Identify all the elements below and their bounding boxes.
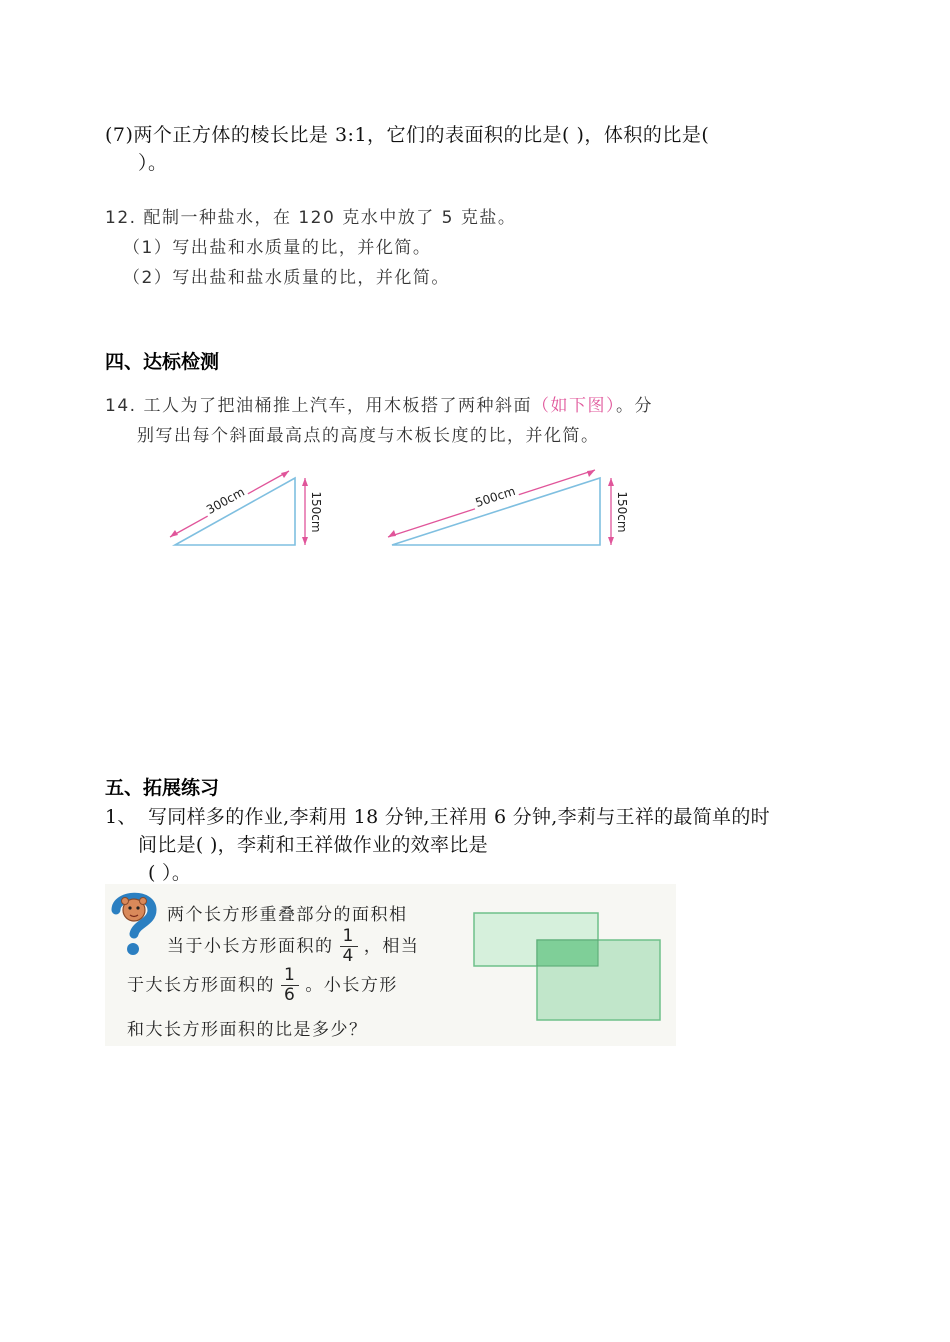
- overlap-region: [537, 940, 598, 966]
- fraction-one-quarter: [340, 928, 358, 965]
- question-mark-mascot-icon: [106, 888, 162, 958]
- q1-line1: 写同样多的作业,李莉用 18 分钟,王祥用 6 分钟,李莉与王祥的最简单的时: [148, 806, 770, 828]
- ramp-2-length-label: 500cm: [473, 483, 518, 510]
- q14-suffix: 。分: [615, 396, 653, 416]
- box-line3-text-a: 于大长方形面积的: [127, 975, 275, 996]
- ramp-2-arrow-top: [608, 478, 614, 486]
- ramp-2-arrow-bottom: [608, 537, 614, 545]
- section5-heading: 五、拓展练习: [105, 777, 220, 799]
- q12-part1: （1）写出盐和水质量的比，并化简。: [123, 238, 432, 258]
- overlapping-rectangles-figure: [470, 910, 666, 1024]
- ramps-figure: [160, 460, 630, 555]
- q14-line2: 别写出每个斜面最高点的高度与木板长度的比，并化简。: [137, 426, 600, 446]
- ramp-2-height-label: 150cm: [615, 491, 629, 533]
- box-line2-text-b: ，相当: [363, 936, 420, 957]
- ramp-1-arrow-top: [302, 478, 308, 486]
- ramp-1: [170, 471, 323, 545]
- box-line2: [167, 928, 419, 965]
- q1-number: 1、: [105, 806, 137, 828]
- q14-figure-ref: （如下图）: [531, 396, 616, 416]
- section4-heading: 四、达标检测: [105, 351, 220, 373]
- q14-line1: [105, 391, 653, 416]
- box-line3-text-b: 。小长方形: [305, 975, 398, 996]
- ramp-1-length-label: 300cm: [204, 484, 247, 517]
- ramp-2-arrow-right: [587, 470, 595, 477]
- fraction-one-sixth: [281, 967, 299, 1004]
- q14-prefix: 14. 工人为了把油桶推上汽车，用木板搭了两种斜面: [105, 396, 532, 416]
- box-line4: 和大长方形面积的比是多少？: [127, 1020, 368, 1040]
- q7-line2: ）。: [138, 152, 168, 174]
- box-line1: 两个长方形重叠部分的面积相: [167, 905, 408, 925]
- q7-line1: (7)两个正方体的棱长比是 3:1，它们的表面积的比是( )，体积的比是(: [105, 124, 710, 146]
- q12-part2: （2）写出盐和盐水质量的比，并化简。: [123, 268, 450, 288]
- fraction-2-numerator: 1: [281, 967, 299, 986]
- ramp-1-height-label: 150cm: [309, 491, 323, 533]
- fraction-1-numerator: 1: [340, 928, 358, 947]
- ramp-2: [388, 470, 629, 545]
- ramp-1-arrow-right: [281, 471, 289, 478]
- fraction-2-denominator: 6: [284, 985, 297, 1005]
- q1-line2: 间比是( )，李莉和王祥做作业的效率比是: [138, 834, 488, 856]
- box-line2-text-a: 当于小长方形面积的: [167, 936, 334, 957]
- fraction-1-denominator: 4: [342, 946, 355, 966]
- ramp-1-arrow-bottom: [302, 537, 308, 545]
- ramp-1-arrow-left: [170, 530, 178, 537]
- box-line3: [127, 967, 398, 1004]
- q12-title: 12. 配制一种盐水，在 120 克水中放了 5 克盐。: [105, 208, 517, 228]
- q1-line3: ( ）。: [148, 862, 192, 884]
- ramp-2-triangle: [392, 478, 600, 545]
- ramp-2-arrow-left: [388, 530, 396, 537]
